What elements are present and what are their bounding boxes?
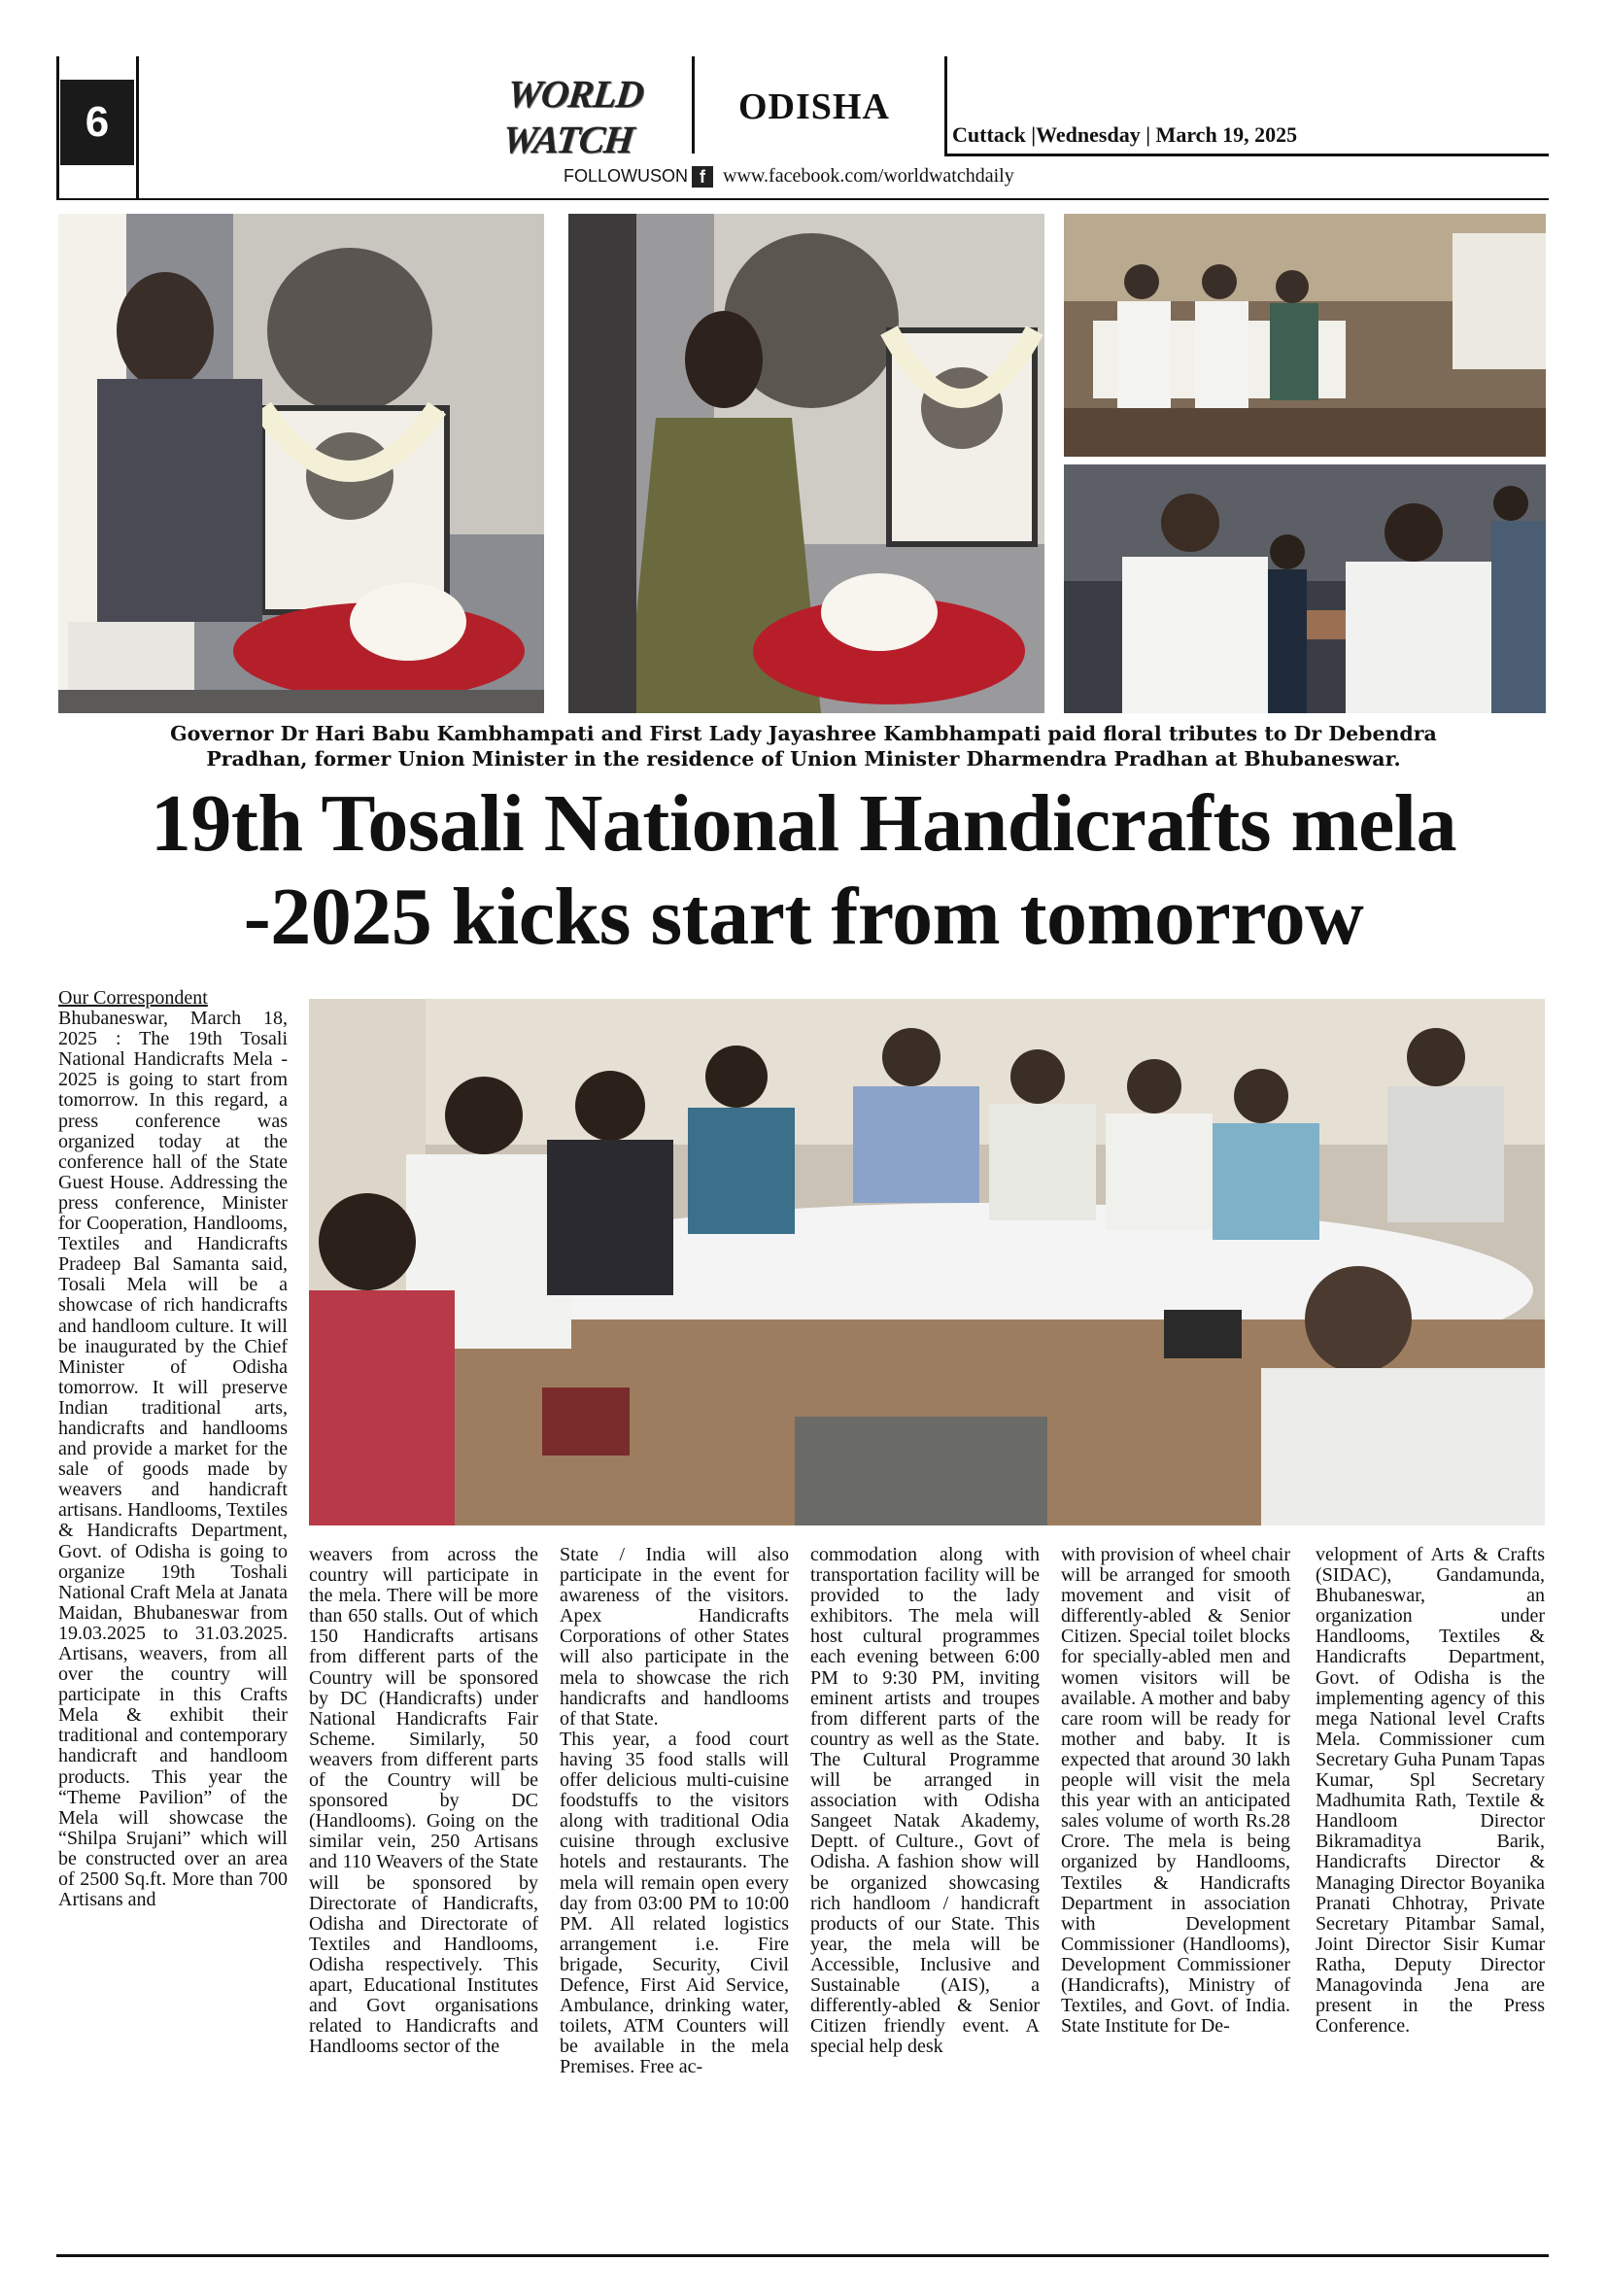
- headline-line1: 19th Tosali National Handicrafts mela: [150, 778, 1457, 869]
- section-name: ODISHA: [738, 86, 890, 127]
- masthead-logo: WORLD WATCH: [500, 72, 646, 161]
- follow-label: FOLLOWUSON: [564, 166, 689, 186]
- header-rule-bottom: [56, 198, 1549, 200]
- article-column-1: [58, 988, 288, 1910]
- article-column-2: [309, 1545, 538, 2057]
- article-col5-text: with provision of wheel chair will be arranged for smooth movement and visit of differently-abled & Senior Citizen. Special toilet blocks for specially-abled men and women visitors will be available. A mother and baby care room will be ready for mother and baby. It is expected that around 30 lakh people will visit the mela this year with an anticipated sales volume of worth Rs.28 Crore. The mela is being organized by Handlooms, Textiles & Handicrafts Department in association with Development Commissioner (Handlooms), Development Commissioner (Handicrafts), Ministry of Textiles, and Govt. of India. State Institute for De-: [1061, 1544, 1290, 2038]
- headline-line2: -2025 kicks start from tomorrow: [243, 872, 1364, 962]
- article-col4-text: commodation along with transportation facility will be provided to the lady exhibitors. The mela will host cultural programmes each evening between 6:00 PM to 9:30 PM, inviting eminent artists and troupes from different parts of the country as well as the State. The Cultural Programme will be arranged in association with Odisha Sangeet Natak Akademy, Deptt. of Culture., Govt of Odisha. A fashion show will be organized showcasing rich handloom / handicraft products of our State. This year, the mela will be Accessible, Inclusive and Sustainable (AIS), a differently-abled & Senior Citizen friendly event. A special help desk: [810, 1544, 1040, 2058]
- photo-caption-line1: Governor Dr Hari Babu Kambhampati and First Lady Jayashree Kambhampati paid floral tributes to Dr Debendra: [170, 722, 1437, 745]
- header-rule-left: [56, 56, 59, 200]
- facebook-icon: f: [692, 166, 713, 188]
- photo-first-lady-tribute: [568, 214, 1044, 713]
- header-rule-mid3: [944, 56, 947, 154]
- page-number: 6: [60, 80, 134, 165]
- article-column-4: [810, 1545, 1040, 2057]
- follow-us: [564, 165, 1014, 188]
- article-col6-text: velopment of Arts & Crafts (SIDAC), Gandamunda, Bhubaneswar, an organization under Handlooms, Textiles & Handicrafts Department, Govt. of Odisha is the implementing agency of this mega National level Crafts Mela. Commissioner cum Secretary Guha Punam Tapas Kumar, Spl Secretary Madhumita Rath, Textile & Handloom Director Bikramaditya Barik, Handicrafts Director & Managing Director Boyanika Pranati Chhotray, Private Secretary Pitambar Samal, Joint Director Sisir Kumar Ratha, Deputy Director Managovinda Jena are present in the Press Conference.: [1316, 1544, 1545, 2038]
- photo-caption-line2: Pradhan, former Union Minister in the residence of Union Minister Dharmendra Pradhan at Bhubaneswar.: [206, 747, 1401, 771]
- article-column-3: [560, 1545, 789, 2077]
- article-col3-text-b: This year, a food court having 35 food stalls will offer delicious multi-cuisine foodstuffs to the visitors along with traditional Odia cuisine through exclusive hotels and restaurants. The mela will remain open every day from 03:00 PM to 10:00 PM. All related logistics arrangement i.e. Fire brigade, Security, Civil Defence, First Aid Service, Ambulance, drinking water, toilets, ATM Counters will be available in the mela Premises. Free ac-: [560, 1728, 789, 2078]
- facebook-url[interactable]: www.facebook.com/worldwatchdaily: [723, 165, 1014, 187]
- bottom-rule: [56, 2254, 1549, 2257]
- article-col1-text: Bhubaneswar, March 18, 2025 : The 19th Tosali National Handicrafts Mela - 2025 is going to start from tomorrow. In this regard, a press conference was organized today at the conference hall of the State Guest House. Addressing the press conference, Minister for Cooperation, Handlooms, Textiles and Handicrafts Pradeep Bal Samanta said, Tosali Mela will be a showcase of rich handicrafts and handloom culture. It will be inaugurated by the Chief Minister of Odisha tomorrow. It will preserve Indian traditional arts, handicrafts and handlooms and provide a market for the sale of goods made by weavers and handicraft artisans. Handlooms, Textiles & Handicrafts Department, Govt. of Odisha is going to organize 19th Toshali National Craft Mela at Janata Maidan, Bhubaneswar from 19.03.2025 to 31.03.2025. Artisans, weavers, from all over the country will participate in this Crafts Mela & exhibit their traditional and contemporary handicraft and handloom products. This year the “Theme Pavilion” of the Mela will showcase the “Shilpa Srujani” which will be constructed over an area of 2500 Sq.ft. More than 700 Artisans and: [58, 1008, 288, 1911]
- header-rule-mid2: [692, 56, 695, 154]
- article-col2-text: weavers from across the country will participate in the mela. There will be more than 650 stalls. Out of which 150 Handicrafts artisans from different parts of the Country will be sponsored by DC (Handicrafts) under National Handicrafts Fair Scheme. Similarly, 50 weavers from different parts of the Country will be sponsored by DC (Handlooms). Going on the similar vein, 250 Artisans and 110 Weavers of the State will be sponsored by Directorate of Handicrafts, Odisha and Directorate of Textiles and Handlooms, Odisha respectively. This apart, Educational Institutes and Govt organisations related to Handicrafts and Handlooms sector of the: [309, 1544, 538, 2058]
- photo-caption: [58, 721, 1549, 771]
- article-col3-text-a: State / India will also participate in the event for awareness of the visitors. Apex Handicrafts Corporations of other States will also participate in the mela to showcase the rich handicrafts and handlooms of that State.: [560, 1544, 789, 1730]
- header-rule-horizontal: [944, 154, 1549, 156]
- article-headline: [39, 777, 1568, 964]
- photo-meeting-sofa: [1064, 214, 1546, 457]
- header-rule-mid1: [136, 56, 139, 200]
- dateline: Cuttack |Wednesday | March 19, 2025: [952, 122, 1298, 147]
- byline: Our Correspondent: [58, 987, 208, 1009]
- article-column-5: [1061, 1545, 1290, 2037]
- photo-governor-tribute: [58, 214, 544, 713]
- article-column-6: [1316, 1545, 1545, 2037]
- photo-handshake: [1064, 464, 1546, 713]
- photo-press-conference: [309, 999, 1545, 1525]
